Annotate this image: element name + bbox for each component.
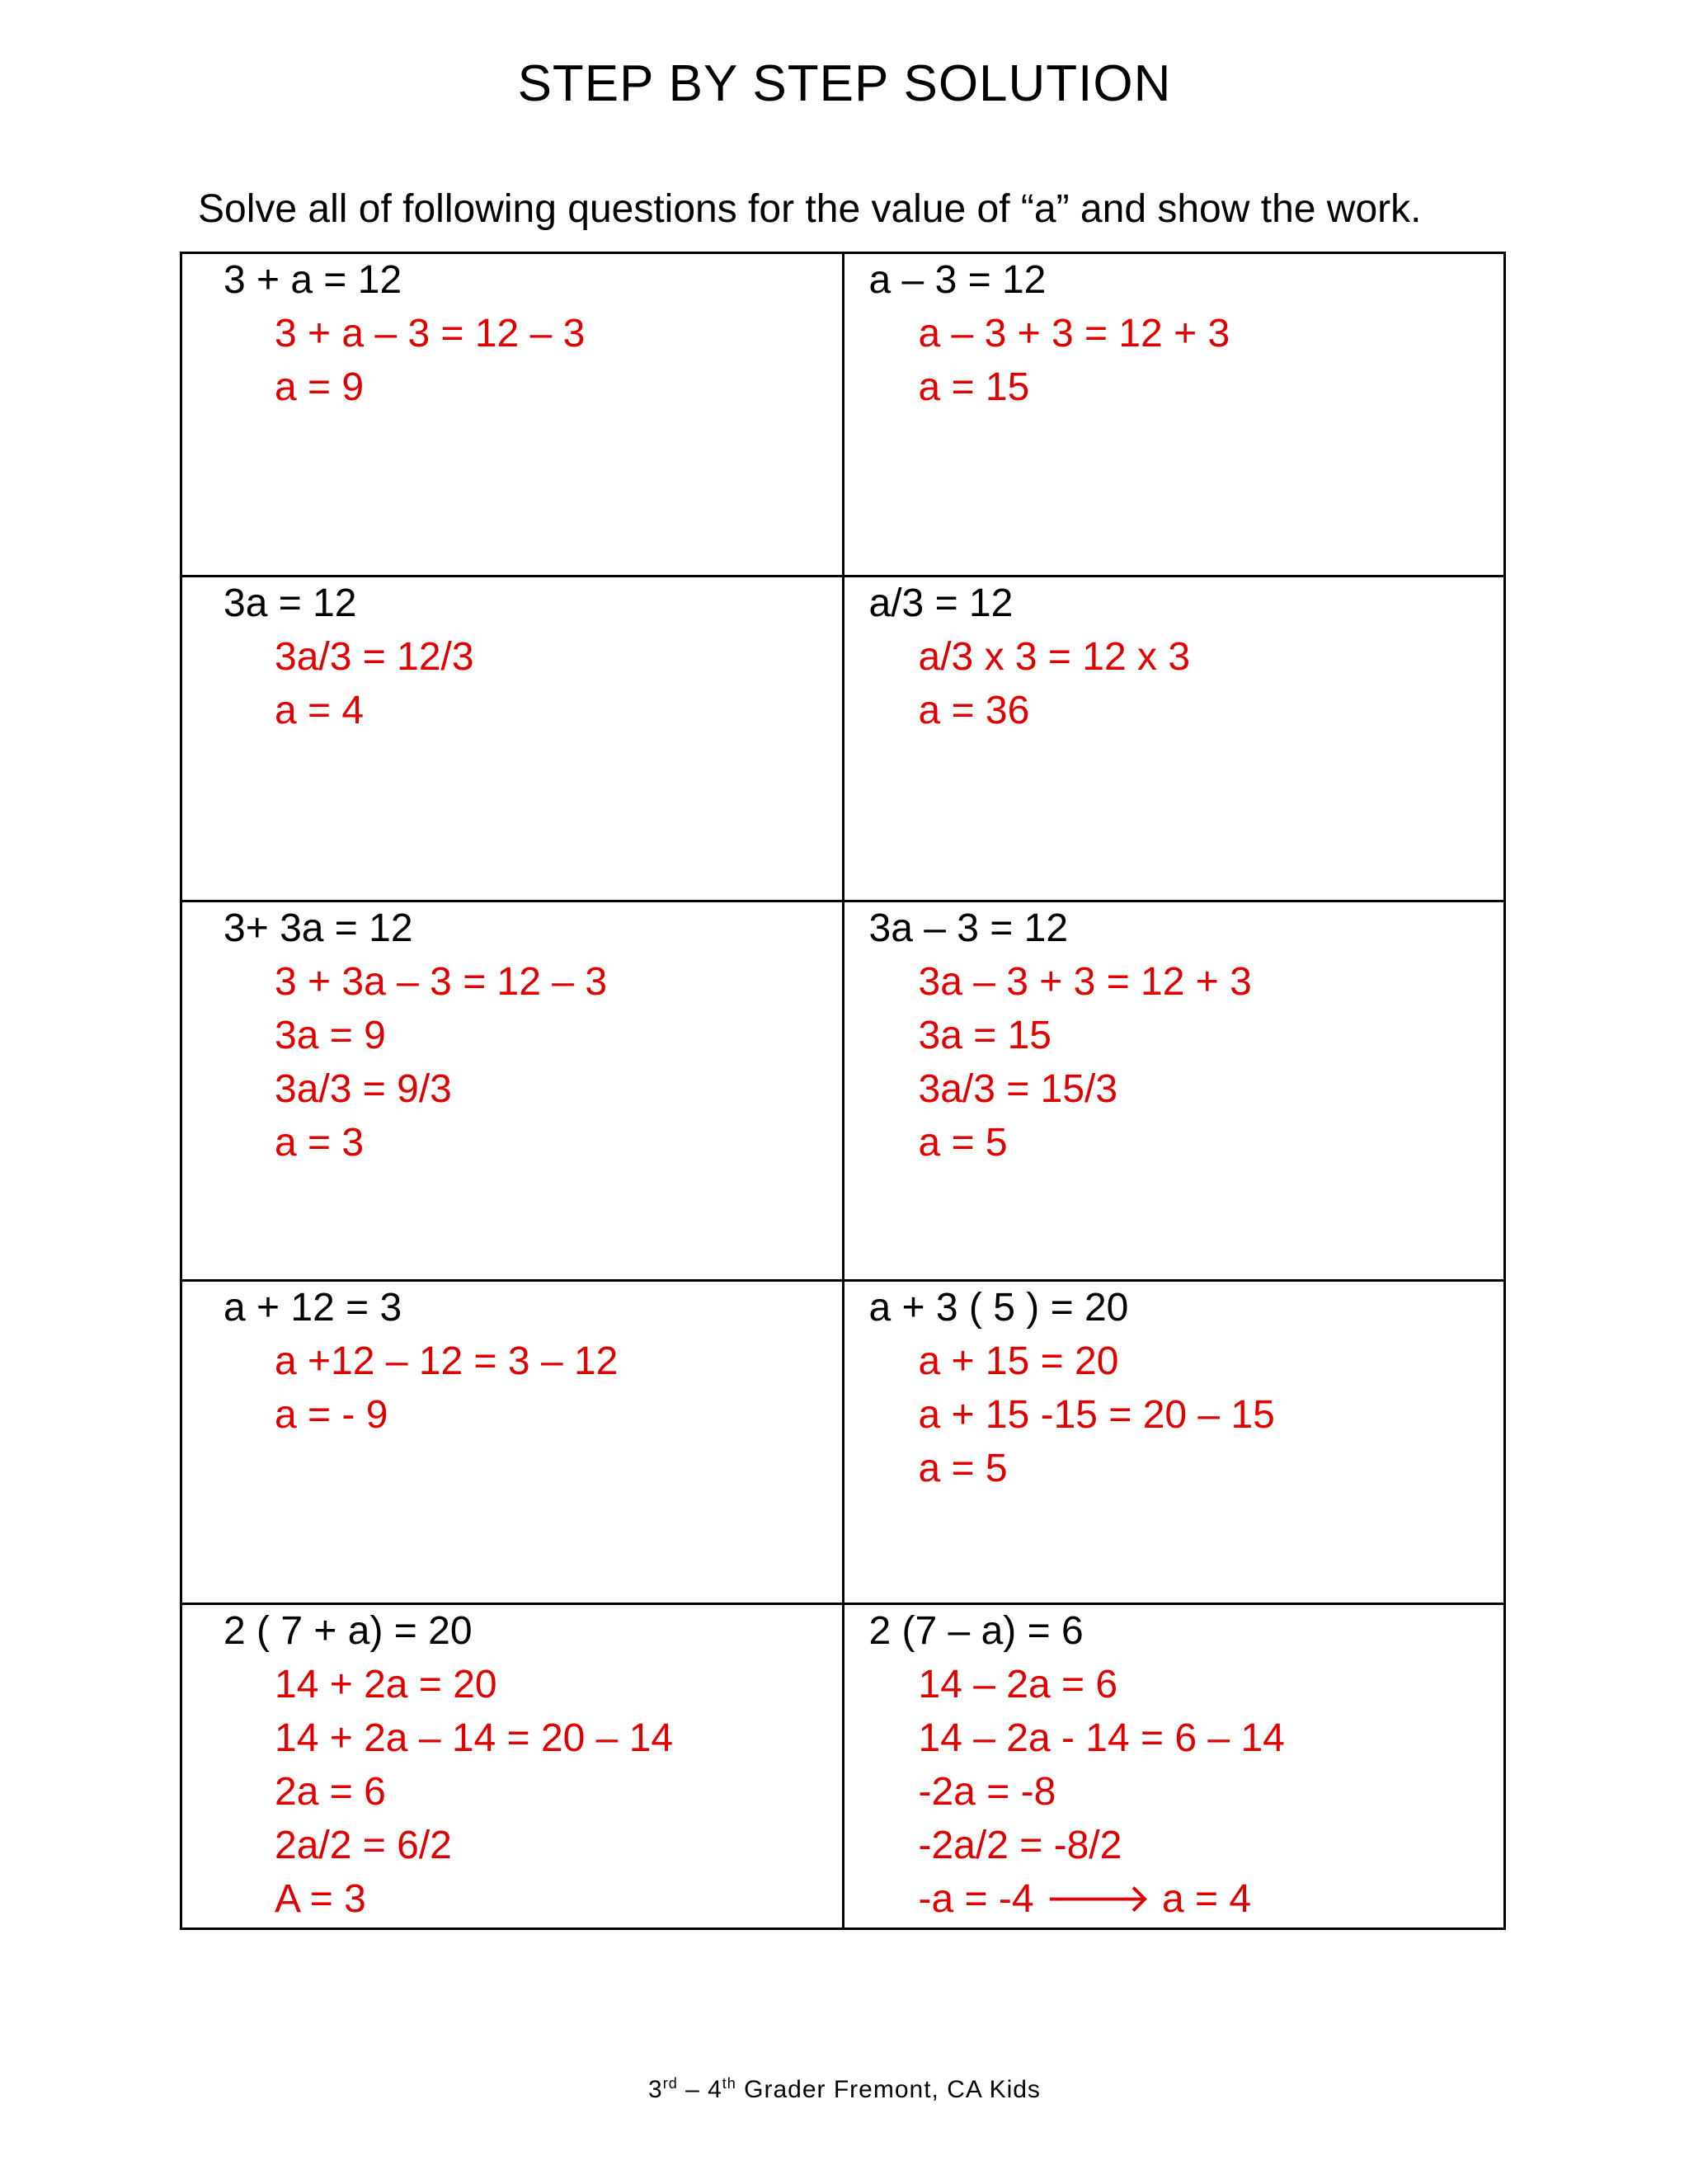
problem-equation: 3 + a = 12 [223,258,402,302]
solution-step: 3a/3 = 9/3 [275,1067,452,1111]
problem-cell [181,1281,844,1604]
footer-grade-start-suffix: rd [662,2075,678,2092]
problem-cell [181,901,844,1281]
footer-credit [0,2075,1689,2104]
footer-dash: – [677,2076,708,2103]
solution-step: a = - 9 [275,1393,388,1437]
solution-step: a = 15 [918,365,1030,409]
solution-steps [844,955,1504,1170]
solution-steps [844,307,1504,414]
solution-step: a = 3 [275,1121,365,1165]
solution-step: a/3 x 3 = 12 x 3 [918,635,1191,679]
solution-step: 14 – 2a = 6 [918,1663,1118,1706]
table-row [181,901,1505,1281]
solution-step: a = 36 [918,689,1030,732]
solution-table [180,252,1506,1930]
solution-step: 3a = 15 [918,1014,1052,1057]
solution-step: a +12 – 12 = 3 – 12 [275,1339,619,1383]
solution-step: -2a = -8 [918,1770,1056,1814]
footer-grade-start: 3 [648,2076,663,2103]
problem-equation: a + 3 ( 5 ) = 20 [868,1286,1129,1330]
table-row [181,253,1505,577]
solution-step: 3a/3 = 15/3 [918,1067,1118,1111]
table-row [181,1604,1505,1929]
solution-steps [844,630,1504,737]
problem-cell [181,253,844,577]
footer-grade-end-suffix: th [722,2075,736,2092]
solution-step: -a = -4 🡒 a = 4 [918,1877,1252,1921]
problem-equation: a/3 = 12 [868,581,1014,625]
solution-steps [182,1658,842,1926]
solution-step: a = 4 [275,689,365,732]
solution-step: 14 + 2a = 20 [275,1663,497,1706]
problem-equation: a – 3 = 12 [868,258,1047,302]
solution-steps [844,1658,1504,1926]
table-row [181,1281,1505,1604]
problem-cell [843,1281,1505,1604]
problem-equation: a + 12 = 3 [223,1286,402,1330]
solution-steps [182,630,842,737]
solution-step: a – 3 + 3 = 12 + 3 [918,312,1230,355]
solution-step: 3 + 3a – 3 = 12 – 3 [275,960,608,1004]
problem-cell [181,577,844,901]
problem-cell [843,253,1505,577]
solution-step: a = 5 [918,1121,1008,1165]
solution-step: a = 5 [918,1447,1008,1490]
problem-cell [843,901,1505,1281]
solution-steps [844,1334,1504,1495]
solution-steps [182,307,842,414]
solution-step: 14 + 2a – 14 = 20 – 14 [275,1716,674,1760]
solution-step: 3a = 9 [275,1014,386,1057]
solution-step: 14 – 2a - 14 = 6 – 14 [918,1716,1285,1760]
solution-step: 3 + a – 3 = 12 – 3 [275,312,586,355]
problem-equation: 3a = 12 [223,581,357,625]
problem-equation: 2 (7 – a) = 6 [868,1609,1084,1653]
solution-step: 3a – 3 + 3 = 12 + 3 [918,960,1252,1004]
solution-step: -2a/2 = -8/2 [918,1824,1122,1867]
solution-step: a = 9 [275,365,365,409]
footer-text: Grader Fremont, CA Kids [736,2076,1041,2103]
table-row [181,577,1505,901]
problem-cell [843,1604,1505,1929]
problem-cell [181,1604,844,1929]
solution-step: 3a/3 = 12/3 [275,635,474,679]
solution-steps [182,955,842,1170]
page-title: STEP BY STEP SOLUTION [517,55,1172,112]
instructions: Solve all of following questions for the value of “a” and show the work. [198,187,1422,231]
solution-step: a + 15 = 20 [918,1339,1119,1383]
problem-equation: 2 ( 7 + a) = 20 [223,1609,473,1653]
solution-step: A = 3 [275,1877,366,1921]
solution-step: 2a = 6 [275,1770,386,1814]
problem-cell [843,577,1505,901]
solution-step: 2a/2 = 6/2 [275,1824,452,1867]
footer-grade-end: 4 [708,2076,722,2103]
solution-step: a + 15 -15 = 20 – 15 [918,1393,1275,1437]
problem-equation: 3a – 3 = 12 [868,906,1069,950]
problem-equation: 3+ 3a = 12 [223,906,413,950]
solution-steps [182,1334,842,1442]
